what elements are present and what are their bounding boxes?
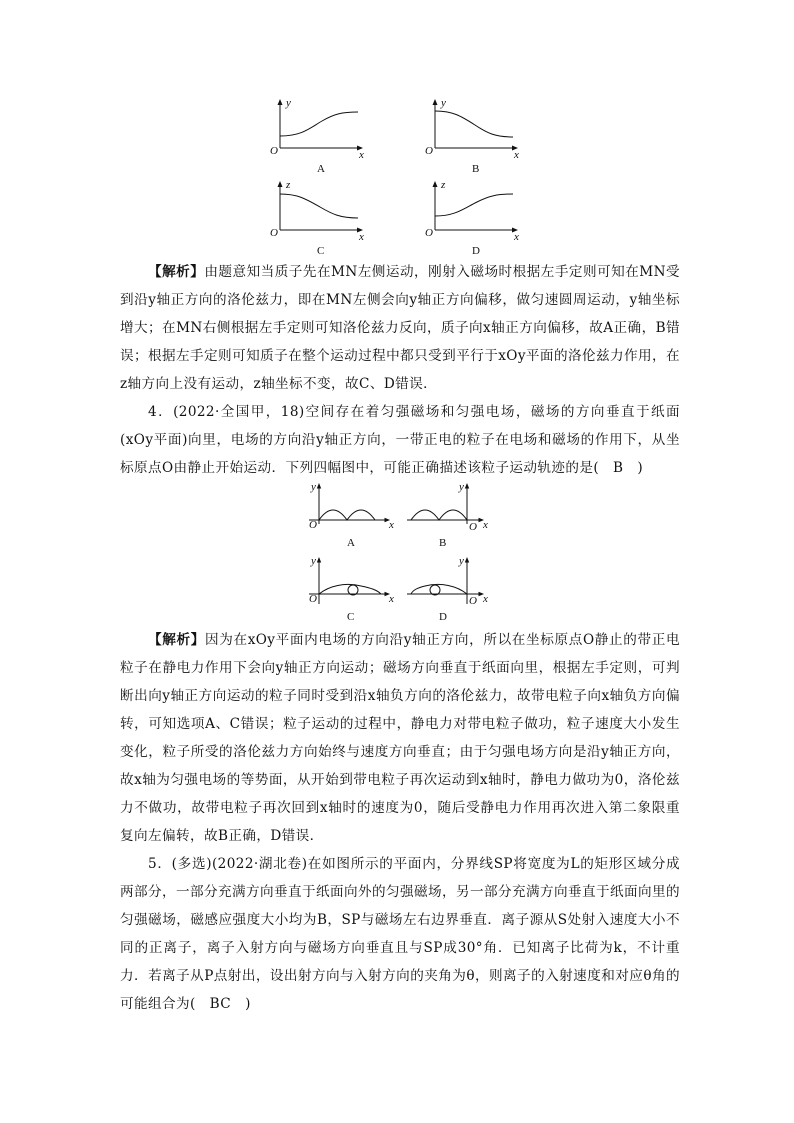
panel-label: A xyxy=(347,537,355,549)
axis-x-label: x xyxy=(359,231,364,243)
question-text: 4．(2022·全国甲，18)空间存在着匀强磁场和匀强电场，磁场的方向垂直于纸面(xOy平面)向里，电场的方向沿y轴正方向，一带正电的粒子在电场和磁场的作用下，从坐标原点O由静止开始运动．下列四幅图中，可能正确描述该粒子运动轨迹的是( B ) xyxy=(120,404,680,476)
axis-x-label: x xyxy=(483,519,488,531)
graph-d xyxy=(425,179,519,257)
axis-x-label: x xyxy=(389,519,394,531)
panel-label: C xyxy=(317,245,325,257)
graph-b xyxy=(425,97,519,175)
question-text: 5．(多选)(2022·湖北卷)在如图所示的平面内，分界线SP将宽度为L的矩形区域分成两部分，一部分充满方向垂直于纸面向外的匀强磁场，另一部分充满方向垂直于纸面向里的匀强磁场，磁感应强度大小均为B，SP与磁场左右边界垂直．离子源从S处射入速度大小不同的正离子，离子入射方向与磁场方向垂直且与SP成30°角．已知离子比荷为k，不计重力．若离子从P点射出，设出射方向与入射方向的夹角为θ，则离子的入射速度和对应θ角的可能组合为( BC ) xyxy=(120,856,680,1012)
trajectory-a xyxy=(309,481,394,549)
figure-2-trajectories xyxy=(305,478,495,624)
analysis-tag: 【解析】 xyxy=(148,264,205,280)
trajectory-d xyxy=(407,555,488,623)
figure-1-graphs xyxy=(262,92,542,260)
axis-y-label: y xyxy=(311,555,316,567)
axis-x-label: x xyxy=(514,149,519,161)
panel-label: A xyxy=(317,163,325,175)
analysis-tag: 【解析】 xyxy=(148,632,205,648)
axis-y-label: y xyxy=(441,97,446,109)
analysis-text: 因为在xOy平面内电场的方向沿y轴正方向，所以在坐标原点O静止的带正电粒子在静电力作用下会向y轴正方向运动；磁场方向垂直于纸面向里，根据左手定则，可判断出向y轴正方向运动的粒子同时受到沿x轴负方向的洛伦兹力，故带电粒子向x轴负方向偏转，可知选项A、C错误；粒子运动的过程中，静电力对带电粒子做功，粒子速度大小发生变化，粒子所受的洛伦兹力方向始终与速度方向垂直；由于匀强电场方向是沿y轴正方向，故x轴为匀强电场的等势面，从开始到带电粒子再次运动到x轴时，静电力做功为0，洛伦兹力不做功，故带电粒子再次回到x轴时的速度为0，随后受静电力作用再次进入第二象限重复向左偏转，故B正确，D错误． xyxy=(120,632,680,844)
trajectory-b xyxy=(407,481,488,549)
axis-y-label: y xyxy=(286,97,291,109)
origin-label: O xyxy=(309,593,317,605)
panel-label: B xyxy=(439,537,447,549)
axis-y-label: y xyxy=(311,481,316,493)
origin-label: O xyxy=(270,145,278,157)
axis-z-label: z xyxy=(286,179,291,191)
axis-x-label: x xyxy=(359,149,364,161)
origin-label: O xyxy=(309,519,317,531)
origin-label: O xyxy=(469,521,477,533)
axis-x-label: x xyxy=(514,231,519,243)
graph-a xyxy=(270,97,364,175)
panel-label: D xyxy=(472,245,480,257)
axis-x-label: x xyxy=(389,593,394,605)
axis-y-label: y xyxy=(459,555,464,567)
analysis-2 xyxy=(120,626,680,850)
analysis-1 xyxy=(120,258,680,398)
panel-label: B xyxy=(472,163,480,175)
question-4 xyxy=(120,398,680,482)
graph-c xyxy=(270,179,364,257)
axis-y-label: y xyxy=(459,481,464,493)
panel-label: C xyxy=(347,611,355,623)
origin-label: O xyxy=(425,145,433,157)
origin-label: O xyxy=(469,595,477,607)
axis-z-label: z xyxy=(441,179,446,191)
origin-label: O xyxy=(425,227,433,239)
origin-label: O xyxy=(270,227,278,239)
analysis-text: 由题意知当质子先在MN左侧运动，刚射入磁场时根据左手定则可知在MN受到沿y轴正方向的洛伦兹力，即在MN左侧会向y轴正方向偏移，做匀速圆周运动，y轴坐标增大；在MN右侧根据左手定则可知洛伦兹力反向，质子向x轴正方向偏移，故A正确，B错误；根据左手定则可知质子在整个运动过程中都只受到平行于xOy平面的洛伦兹力作用，在z轴方向上没有运动，z轴坐标不变，故C、D错误． xyxy=(120,264,680,392)
panel-label: D xyxy=(439,611,447,623)
axis-x-label: x xyxy=(483,593,488,605)
trajectory-c xyxy=(309,555,394,623)
question-5 xyxy=(120,850,680,1018)
